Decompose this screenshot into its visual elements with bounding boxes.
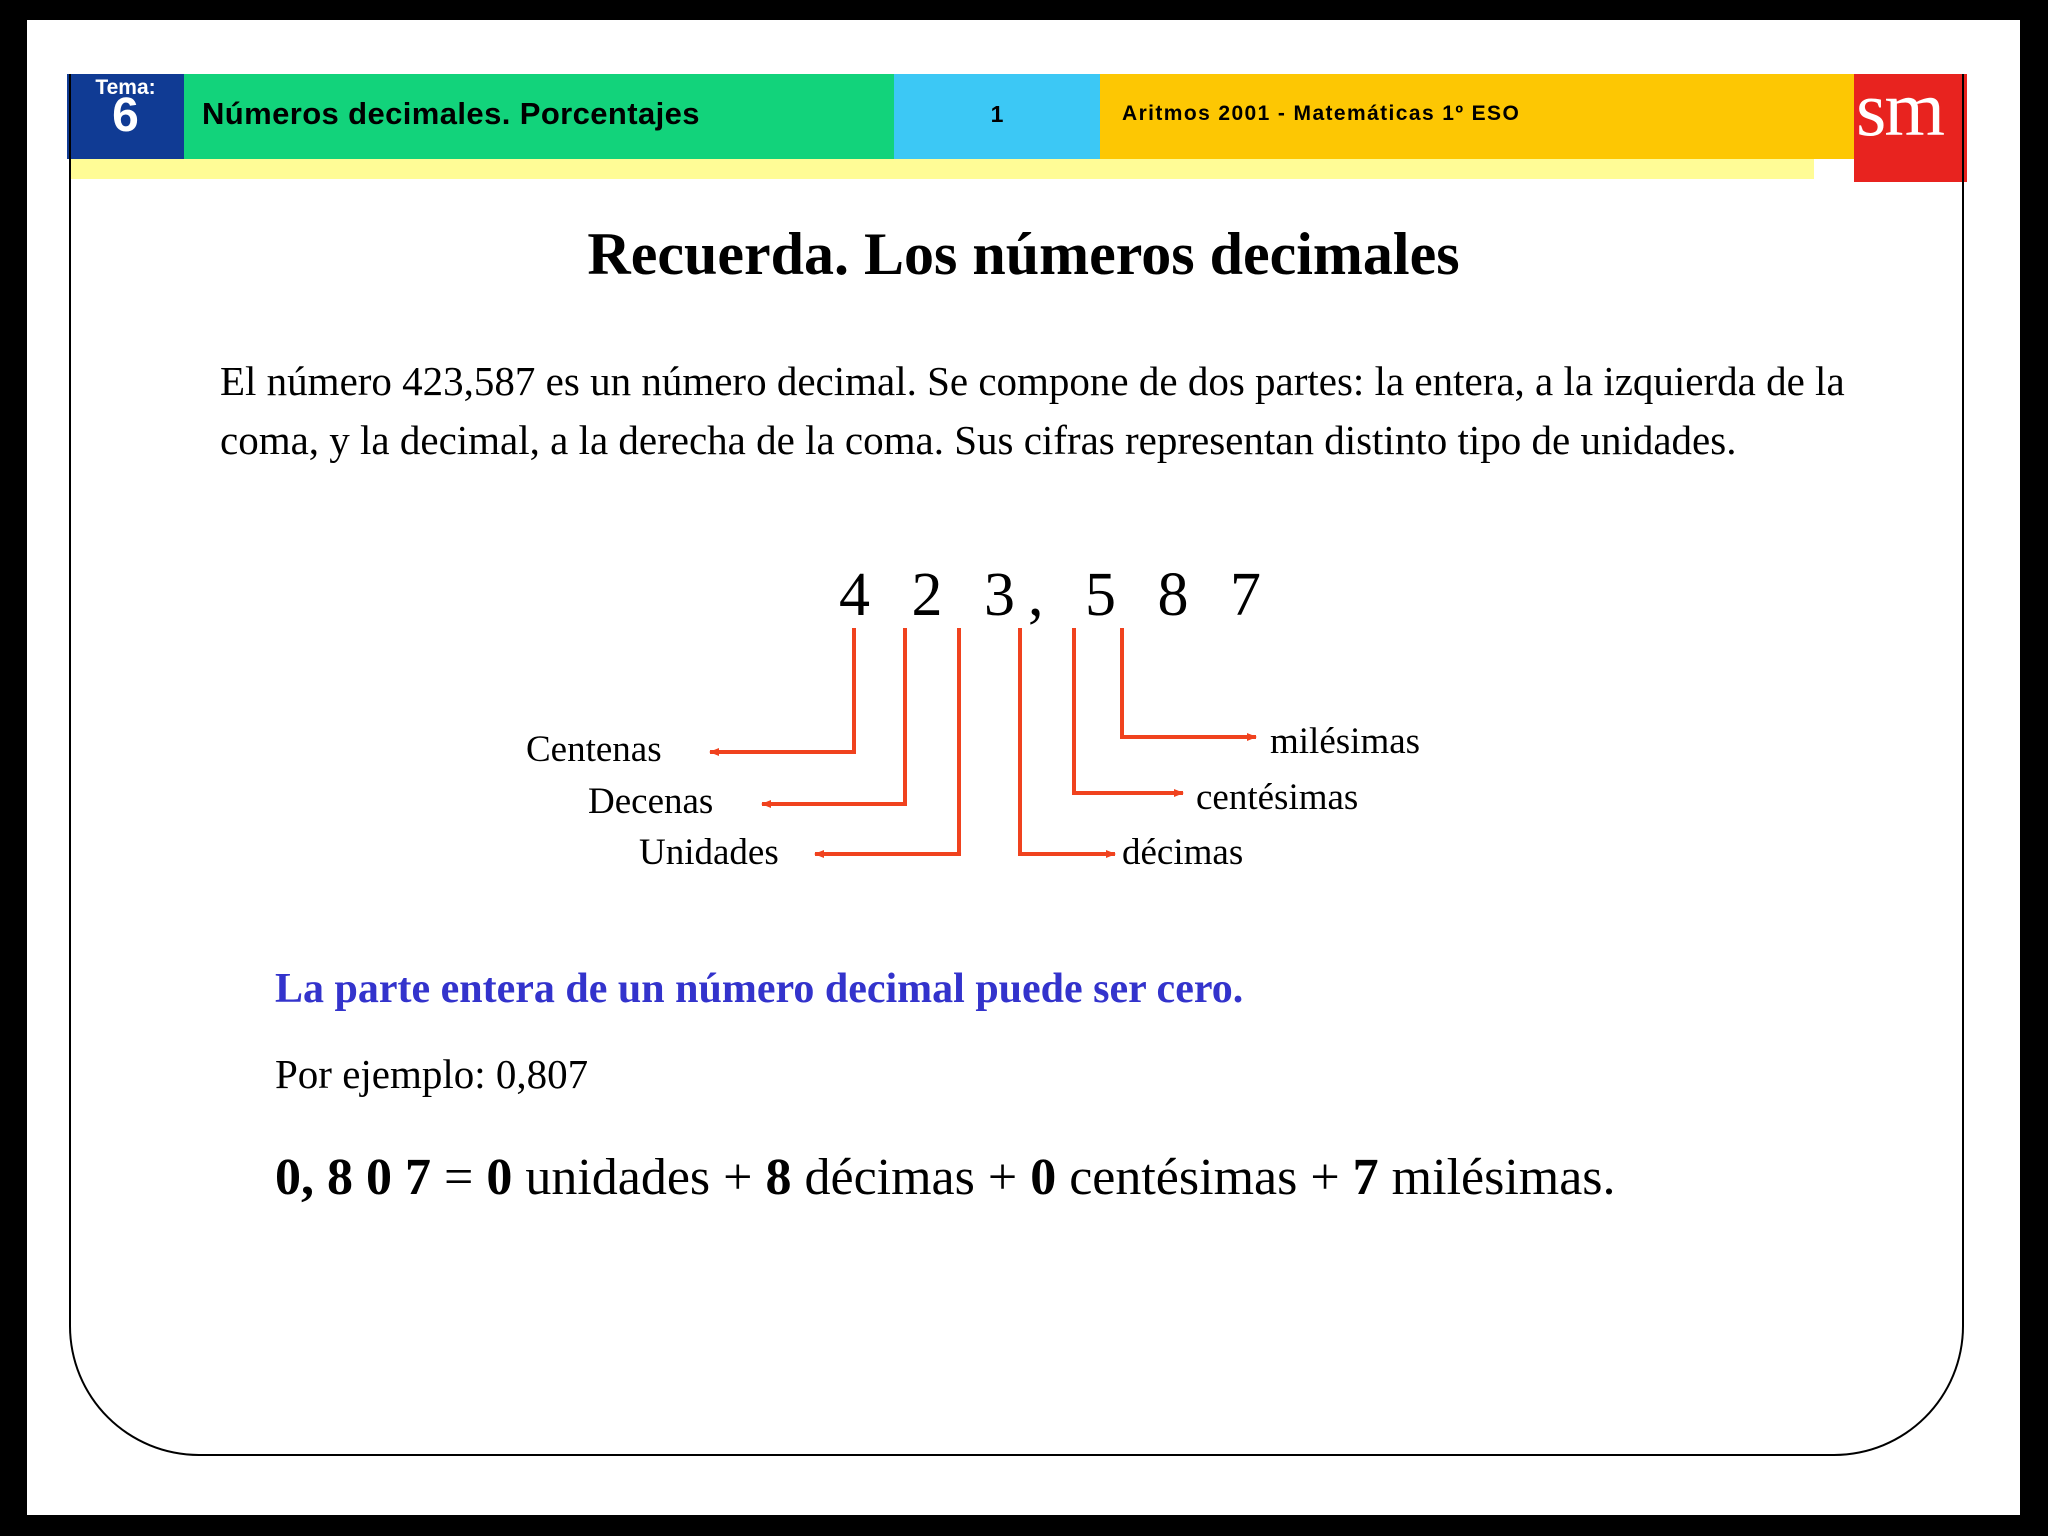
tema-label: Tema: (95, 76, 156, 99)
example-line: Por ejemplo: 0,807 (275, 1051, 589, 1097)
intro-paragraph: El número 423,587 es un número decimal. Se compone de dos partes: la entera, a la izquierda de la coma, y la decimal, a la derecha de la coma. Sus cifras representan distinto tipo de unidades. (220, 358, 1845, 463)
centesimas-label: centésimas (1196, 777, 1359, 818)
page-number: 1 (990, 101, 1004, 127)
tema-number: 6 (112, 89, 139, 142)
example-number: 4 2 3, 5 8 7 (839, 561, 1274, 629)
book-title: Aritmos 2001 - Matemáticas 1º ESO (1122, 102, 1521, 125)
eq-thousandths-label: milésimas. (1378, 1149, 1616, 1206)
decomposition-equation (275, 1148, 1616, 1207)
eq-tenths-value: 8 (765, 1149, 792, 1206)
decenas-label: Decenas (588, 781, 714, 822)
eq-units-value: 0 (486, 1149, 513, 1206)
zero-integer-note: La parte entera de un número decimal puede ser cero. (275, 966, 1244, 1012)
decimas-arrow (1020, 628, 1115, 854)
eq-hundredths-value: 0 (1030, 1149, 1057, 1206)
topic-title: Números decimales. Porcentajes (202, 96, 700, 131)
unidades-arrow (815, 628, 959, 854)
eq-hundredths-label: centésimas + (1056, 1149, 1353, 1206)
milesimas-label: milésimas (1270, 721, 1421, 762)
sm-logo-text: sm (1856, 65, 1944, 152)
eq-number: 0, 8 0 7 (275, 1149, 431, 1206)
slide (27, 20, 2020, 1515)
eq-tenths-label: décimas + (791, 1149, 1031, 1206)
eq-equals: = (431, 1149, 487, 1206)
decenas-arrow (762, 628, 905, 804)
milesimas-arrow (1122, 628, 1256, 737)
unidades-label: Unidades (639, 832, 779, 873)
eq-thousandths-value: 7 (1352, 1149, 1379, 1206)
centenas-arrow (710, 628, 854, 752)
page-title: Recuerda. Los números decimales (587, 221, 1460, 287)
eq-units-label: unidades + (512, 1149, 766, 1206)
decimas-label: décimas (1122, 832, 1244, 873)
place-value-diagram (27, 20, 2020, 1515)
centesimas-arrow (1074, 628, 1183, 793)
centenas-label: Centenas (526, 729, 662, 770)
